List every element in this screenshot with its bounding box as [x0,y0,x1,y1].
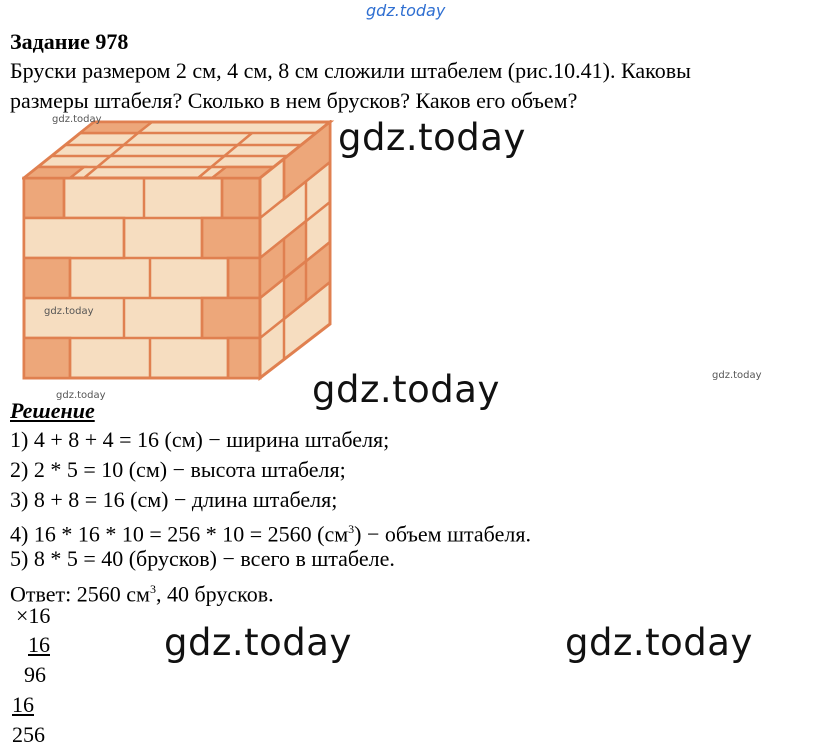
solution-heading: Решение [10,398,95,423]
solution-step-2: 2) 2 * 5 = 10 (см) − высота штабеля; [10,457,346,482]
watermark-small: gdz.today [44,306,94,317]
partial-product-1: 96 [24,662,46,687]
multiplication-first-row [16,603,50,629]
multiplicand: 16 [28,603,51,628]
solution-step-1: 1) 4 + 8 + 4 = 16 (см) − ширина штабеля; [10,427,390,452]
product-result: 256 [12,722,45,747]
watermark-top: gdz.today [366,1,446,20]
task-text-line1: Бруски размером 2 см, 4 см, 8 см сложили штабелем (рис.10.41). Каковы [10,58,691,83]
brick-stack-figure [22,120,338,382]
answer-tail: , 40 брусков. [155,581,274,607]
answer-main: Ответ: 2560 см [10,581,150,607]
watermark-large: gdz.today [565,621,753,664]
partial-product-2: 16 [12,692,34,717]
step-4-main: 4) 16 * 16 * 10 = 256 * 10 = 2560 (см [10,521,349,547]
multiplier: 16 [28,632,50,657]
step-4-exponent: 3 [348,522,355,536]
watermark-large: gdz.today [312,368,500,411]
solution-step-3: 3) 8 + 8 = 16 (см) − длина штабеля; [10,487,338,512]
answer-exponent: 3 [149,582,156,596]
solution-step-5: 5) 8 * 5 = 40 (брусков) − всего в штабеле. [10,546,395,571]
task-title: Задание 978 [10,29,129,54]
task-text-line2: размеры штабеля? Сколько в нем брусков? Каков его объем? [10,88,578,113]
watermark-small: gdz.today [52,114,102,125]
watermark-large: gdz.today [164,621,352,664]
brick-stack-illustration [22,120,338,382]
watermark-small: gdz.today [712,370,762,381]
watermark-small: gdz.today [56,390,106,401]
multiply-sign: × [16,603,29,628]
watermark-large: gdz.today [338,116,526,159]
step-4-tail: ) − объем штабеля. [354,521,531,547]
